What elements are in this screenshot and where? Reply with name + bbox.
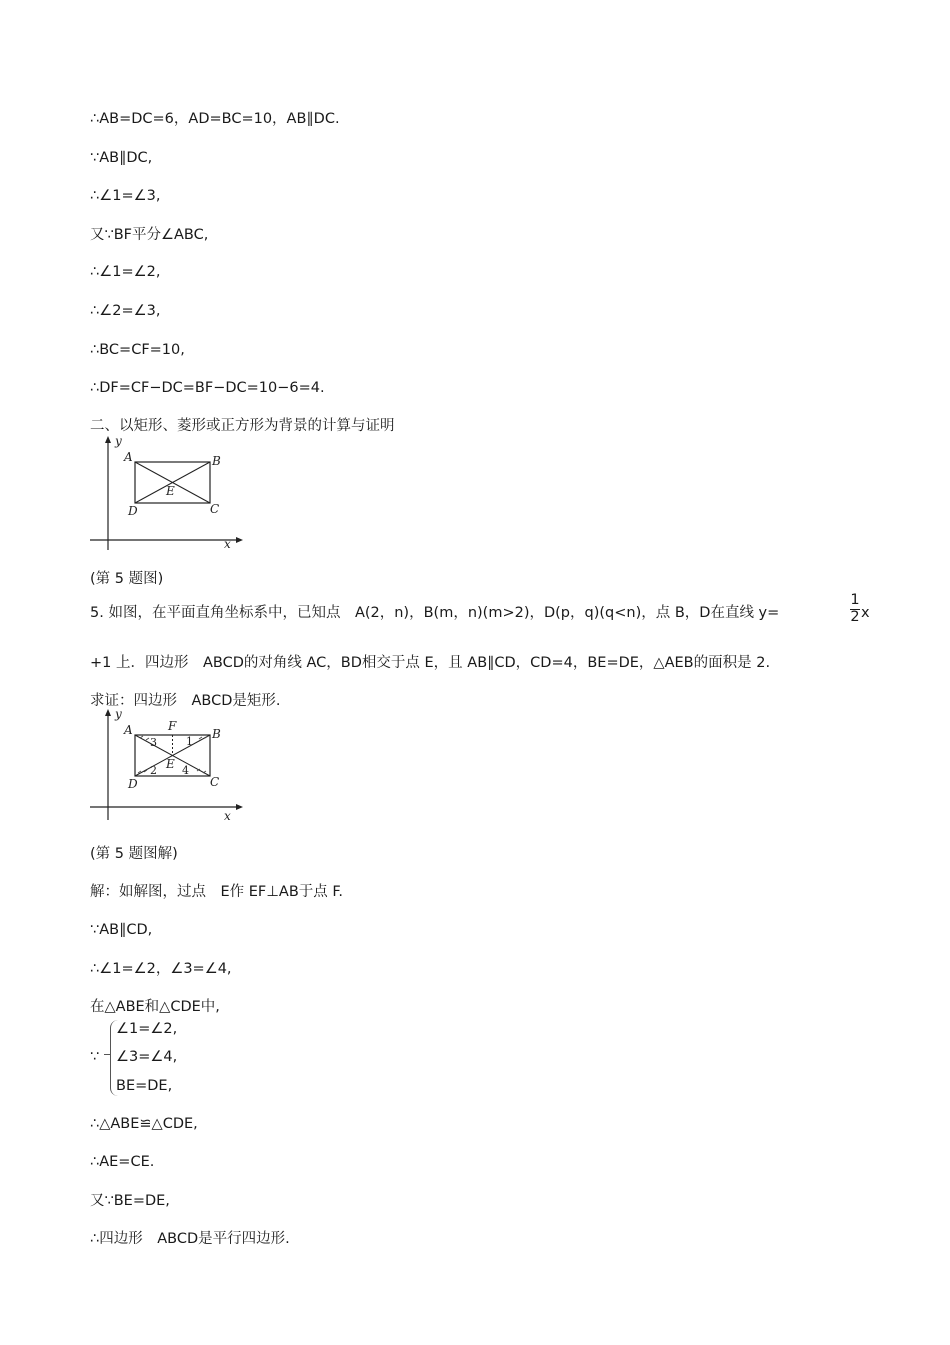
solution-line-4: 在△ABE和△CDE中, xyxy=(90,999,220,1015)
label-b: B xyxy=(212,454,221,468)
question-5-line-3: 求证：四边形 ABCD是矩形. xyxy=(90,693,281,709)
figure-1-caption: (第 5 题图) xyxy=(90,571,164,587)
case-line-2: ∠3=∠4, xyxy=(116,1049,178,1065)
fraction-denominator: 2 xyxy=(850,609,860,625)
fraction-numerator: 1 xyxy=(850,592,860,608)
solution-line-7: 又∵BE=DE, xyxy=(90,1193,170,1209)
case-line-1: ∠1=∠2, xyxy=(116,1021,178,1037)
proof-line-4: 又∵BF平分∠ABC, xyxy=(90,227,209,243)
solution-line-1: 解：如解图，过点 E作 EF⊥AB于点 F. xyxy=(90,884,343,900)
label-b: B xyxy=(212,727,221,741)
label-e: E xyxy=(166,757,175,771)
solution-line-5: ∴△ABE≌△CDE, xyxy=(90,1116,198,1132)
proof-line-1: ∴AB=DC=6，AD=BC=10，AB∥DC. xyxy=(90,111,340,127)
label-f: F xyxy=(168,719,177,733)
proof-line-8: ∴DF=CF−DC=BF−DC=10−6=4. xyxy=(90,380,325,396)
figure-2-caption: (第 5 题图解) xyxy=(90,846,178,862)
solution-line-2: ∵AB∥CD, xyxy=(90,922,153,938)
question-5-line-2: +1 上．四边形 ABCD的对角线 AC，BD相交于点 E，且 AB∥CD，CD=4，BE=DE，△AEB的面积是 2. xyxy=(90,655,771,671)
label-c: C xyxy=(210,502,220,516)
solution-line-8: ∴四边形 ABCD是平行四边形. xyxy=(90,1231,290,1247)
question-5-x: x xyxy=(861,605,870,621)
solution-line-3: ∴∠1=∠2，∠3=∠4, xyxy=(90,961,232,977)
label-c: C xyxy=(210,775,220,789)
section-heading: 二、以矩形、菱形或正方形为背景的计算与证明 xyxy=(90,418,395,434)
label-d: D xyxy=(128,504,138,518)
label-x: x xyxy=(224,809,231,823)
proof-line-5: ∴∠1=∠2, xyxy=(90,264,161,280)
solution-line-6: ∴AE=CE. xyxy=(90,1154,155,1170)
angle-label-3: 3 xyxy=(150,736,157,749)
proof-line-3: ∴∠1=∠3, xyxy=(90,188,161,204)
label-a: A xyxy=(124,723,133,737)
label-e: E xyxy=(166,484,175,498)
label-y: y xyxy=(115,708,122,721)
label-a: A xyxy=(124,450,133,464)
case-line-3: BE=DE, xyxy=(116,1078,173,1094)
question-5-line-1: 5. 如图，在平面直角坐标系中，已知点 A(2，n)，B(m，n)(m>2)，D(p，q)(q<n)，点 B，D在直线 y= xyxy=(90,605,780,621)
angle-label-4: 4 xyxy=(182,764,189,777)
label-d: D xyxy=(128,777,138,791)
angle-label-1: 1 xyxy=(186,735,193,748)
proof-line-2: ∵AB∥DC, xyxy=(90,150,153,166)
fraction-one-half xyxy=(850,593,860,625)
figure-2 xyxy=(88,708,248,830)
because-symbol: ∵ xyxy=(90,1049,100,1065)
label-x: x xyxy=(224,537,231,551)
angle-label-2: 2 xyxy=(150,764,157,777)
proof-line-6: ∴∠2=∠3, xyxy=(90,303,161,319)
label-y: y xyxy=(115,435,122,448)
figure-1 xyxy=(88,435,248,557)
proof-line-7: ∴BC=CF=10, xyxy=(90,342,185,358)
